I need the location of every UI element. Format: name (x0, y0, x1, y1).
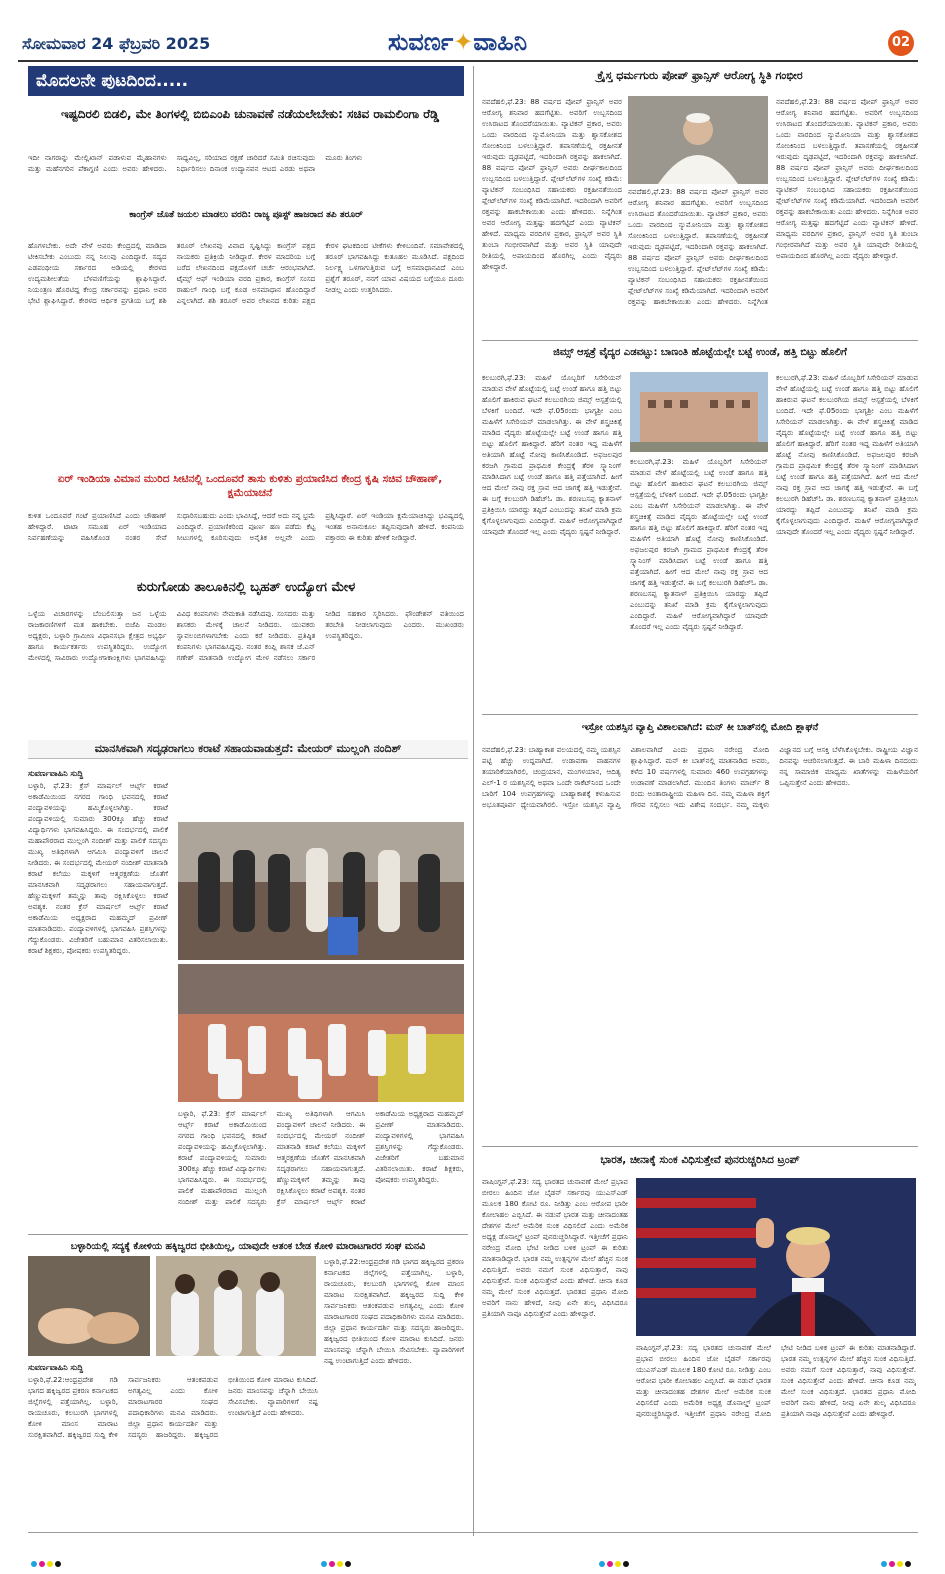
divider (482, 714, 918, 715)
airindia-body: ಕುಳಿತ ಒಂದೂವರೆ ಗಂಟೆ ಪ್ರಯಾಣಿಸಿದೆ ಎಂದು ಚೌಹಾಣ್ ಹೇಳಿದ್ದಾರೆ. ಟಾಟಾ ಸಮೂಹ ಏರ್ ಇಂಡಿಯಾದ ನಿರ್ವಹಣೆಯನ್ನು ವಹಿಸಿಕೊಂಡ ನಂತರ ಸೇವೆ ಸುಧಾರಿಸಬಹುದು ಎಂದು ಭಾವಿಸಿದ್ದೆ, ಆದರೆ ಅದು ನನ್ನ ಭ್ರಮೆ ಎಂದಿದ್ದಾರೆ. ಪ್ರಯಾಣಿಕರಿಂದ ಪೂರ್ಣ ಹಣ ಪಡೆದು ಕೆಟ್ಟ ಸೀಟುಗಳಲ್ಲಿ ಕೂರಿಸುವುದು ಅನೈತಿಕ ಅಲ್ಲವೇ ಎಂದು ಪ್ರಶ್ನಿಸಿದ್ದಾರೆ. ಏರ್ ಇಂಡಿಯಾ ಕ್ಷಮೆಯಾಚಿಸಿದ್ದು ಭವಿಷ್ಯದಲ್ಲಿ ಇಂತಹ ಅನಾನುಕೂಲ ತಪ್ಪಿಸುವುದಾಗಿ ಹೇಳಿದೆ. ಕಂಪನಿಯ ವಕ್ತಾರರು ಈ ಕುರಿತು ಹೇಳಿಕೆ ನೀಡಿದ್ದಾರೆ. (28, 511, 464, 542)
footer-rule (28, 1532, 918, 1533)
jims-headline: ಜಿಮ್ಸ್ ಆಸ್ಪತ್ರೆ ವೈದ್ಯರ ಎಡವಟ್ಟು: ಬಾಣಂತಿ ಹೊಟ್ಟೆಯಲ್ಲೇ ಬಟ್ಟೆ ಉಂಡೆ, ಹತ್ತಿ ಬಿಟ್ಟು ಹೊಲಿಗೆ (553, 347, 847, 358)
registration-marks-right (880, 1552, 912, 1571)
masthead-brand (388, 28, 527, 56)
birdflu-photo-market (28, 1256, 150, 1356)
jims-body-left: ಕಲಬುರಗಿ,ಫೆ.23: ಮಹಿಳೆ ಯೊಬ್ಬರಿಗೆ ಸಿಸೇರಿಯನ್ ಮಾಡುವ ವೇಳೆ ಹೊಟ್ಟೆಯಲ್ಲಿ ಬಟ್ಟೆ ಉಂಡೆ ಹಾಗೂ ಹತ್ತಿ ಬಿಟ್ಟು ಹೊಲಿಗೆ ಹಾಕಿರುವ ಘಟನೆ ಕಲಬುರಗಿಯ ಜಿಮ್ಸ್ ಆಸ್ಪತ್ರೆಯಲ್ಲಿ ಬೆಳಕಿಗೆ ಬಂದಿದೆ. ಇದೇ ಫೆ.05ರಂದು ಭಾಗ್ಯಶ್ರೀ ಎಂಬ ಮಹಿಳೆಗೆ ಸಿಸೇರಿಯನ್ ಮಾಡಲಾಗಿತ್ತು. ಈ ವೇಳೆ ಶಸ್ತ್ರಚಿಕಿತ್ಸೆ ಮಾಡಿದ ವೈದ್ಯರು ಹೊಟ್ಟೆಯಲ್ಲೇ ಬಟ್ಟೆ ಉಂಡೆ ಹಾಗೂ ಹತ್ತಿ ಬಿಟ್ಟು ಹೊಲಿಗೆ ಹಾಕಿದ್ದಾರೆ. ಹೆರಿಗೆ ನಂತರ ಇದ್ದ ಮಹಿಳೆಗೆ ಅತಿಯಾಗಿ ಹೊಟ್ಟೆ ನೋವು ಕಾಣಿಸಿಕೊಂಡಿದೆ. ಅಫಜಲಪುರ ಕರಜಗಿ ಗ್ರಾಮದ ಪ್ರಾಥಮಿಕ ಕೇಂದ್ರಕ್ಕೆ ತೆರಳಿ ಸ್ಕ್ಯಾನಿಂಗ್ ಮಾಡಿಸಿದಾಗ ಬಟ್ಟೆ ಉಂಡೆ ಹಾಗೂ ಹತ್ತಿ ಪತ್ತೆಯಾಗಿದೆ. ಹೀಗೆ ಆದ ಮೇಲೆ ನಾವು ರಕ್ತ ಸ್ರಾವ ಆದ ಜಾಗಕ್ಕೆ ಹತ್ತಿ ಇಡುತ್ತೇವೆ. ಈ ಬಗ್ಗೆ ಕಲಬುರಗಿ ಡಿಹೆಚ್‌ಓ ಡಾ. ಶರಣಬಸಪ್ಪ ಕ್ಯಾತನಾಳ್ ಪ್ರತಿಕ್ರಿಯಿಸಿ ಯಾರದ್ದು ತಪ್ಪಿದೆ ಎಂಬುದನ್ನು ತನಿಖೆ ಮಾಡಿ ಕ್ರಮ ಕೈಗೊಳ್ಳಲಾಗುವುದು ಎಂದಿದ್ದಾರೆ. ಮಹಿಳೆ ಆರೋಗ್ಯವಾಗಿದ್ದಾರೆ ಯಾವುದೇ ತೊಂದರೆ ಇಲ್ಲ ಎಂದು ವೈದ್ಯರು ಸ್ಪಷ್ಟನೆ ನೀಡಿದ್ದಾರೆ. (482, 373, 622, 536)
bbmp-intro: ಇದೀ ನಾಗರಾನ್ನು ಮೇಲ್ಲಿಖಾನ್ ಪಡಾಳುವ ಮೈಹಾನಗಳು ಮತ್ತು ಮಹೆನಗರಿನ ಪೆಕಾಗ್ದಣಿ ಎಂದು ಅವರು ಹೇಳಿದರು. ಸಾಧ್ಯವಿಲ್ಲ, ಸರಿಯಾದ ರಕ್ಷಣೆ ಚಾರಿದರೆ ಸಮಿತಿ ರಚಿಸುವುದು ನಿರ್ಧಾರಿಸಲು ದಿನಾಂಕ ಉದ್ಯಾನವನ ಆಟದ ಎರಡು ಅಥವಾ ಮೂರು ತಿಂಗಳು (28, 153, 363, 173)
jims-body-right: ಕಲಬುರಗಿ,ಫೆ.23: ಮಹಿಳೆ ಯೊಬ್ಬರಿಗೆ ಸಿಸೇರಿಯನ್ ಮಾಡುವ ವೇಳೆ ಹೊಟ್ಟೆಯಲ್ಲಿ ಬಟ್ಟೆ ಉಂಡೆ ಹಾಗೂ ಹತ್ತಿ ಬಿಟ್ಟು ಹೊಲಿಗೆ ಹಾಕಿರುವ ಘಟನೆ ಕಲಬುರಗಿಯ ಜಿಮ್ಸ್ ಆಸ್ಪತ್ರೆಯಲ್ಲಿ ಬೆಳಕಿಗೆ ಬಂದಿದೆ. ಇದೇ ಫೆ.05ರಂದು ಭಾಗ್ಯಶ್ರೀ ಎಂಬ ಮಹಿಳೆಗೆ ಸಿಸೇರಿಯನ್ ಮಾಡಲಾಗಿತ್ತು. ಈ ವೇಳೆ ಶಸ್ತ್ರಚಿಕಿತ್ಸೆ ಮಾಡಿದ ವೈದ್ಯರು ಹೊಟ್ಟೆಯಲ್ಲೇ ಬಟ್ಟೆ ಉಂಡೆ ಹಾಗೂ ಹತ್ತಿ ಬಿಟ್ಟು ಹೊಲಿಗೆ ಹಾಕಿದ್ದಾರೆ. ಹೆರಿಗೆ ನಂತರ ಇದ್ದ ಮಹಿಳೆಗೆ ಅತಿಯಾಗಿ ಹೊಟ್ಟೆ ನೋವು ಕಾಣಿಸಿಕೊಂಡಿದೆ. ಅಫಜಲಪುರ ಕರಜಗಿ ಗ್ರಾಮದ ಪ್ರಾಥಮಿಕ ಕೇಂದ್ರಕ್ಕೆ ತೆರಳಿ ಸ್ಕ್ಯಾನಿಂಗ್ ಮಾಡಿಸಿದಾಗ ಬಟ್ಟೆ ಉಂಡೆ ಹಾಗೂ ಹತ್ತಿ ಪತ್ತೆಯಾಗಿದೆ. ಹೀಗೆ ಆದ ಮೇಲೆ ನಾವು ರಕ್ತ ಸ್ರಾವ ಆದ ಜಾಗಕ್ಕೆ ಹತ್ತಿ ಇಡುತ್ತೇವೆ. ಈ ಬಗ್ಗೆ ಕಲಬುರಗಿ ಡಿಹೆಚ್‌ಓ ಡಾ. ಶರಣಬಸಪ್ಪ ಕ್ಯಾತನಾಳ್ ಪ್ರತಿಕ್ರಿಯಿಸಿ ಯಾರದ್ದು ತಪ್ಪಿದೆ ಎಂಬುದನ್ನು ತನಿಖೆ ಮಾಡಿ ಕ್ರಮ ಕೈಗೊಳ್ಳಲಾಗುವುದು ಎಂದಿದ್ದಾರೆ. ಮಹಿಳೆ ಆರೋಗ್ಯವಾಗಿದ್ದಾರೆ ಯಾವುದೇ ತೊಂದರೆ ಇಲ್ಲ ಎಂದು ವೈದ್ಯರು ಸ್ಪಷ್ಟನೆ ನೀಡಿದ್ದಾರೆ. (776, 373, 918, 536)
tharoor-body: ಹೊಗಳಬೇಕು. ಅದೇ ವೇಳೆ ಅವರು ಕೇಂದ್ರದಲ್ಲಿ ಮಾಡಿದಾ ಟೀಕಿಸಬೇಕು ಎಂಬುದು ನನ್ನ ನಿಲುವು ಎಂದಿದ್ದಾರೆ. ಸದ್ಯದ ಎಡಪಂಥೀಯ ಸರ್ಕಾರದ ಅಡಿಯಲ್ಲಿ ಕೇರಳದ ಉದ್ಯಮಶೀಲತೆಯ ಬೆಳವಣಿಗೆಯನ್ನು ಶ್ಲಾಘಿಸಿದ್ದಾರೆ. ನಿಯಂತ್ರಣ ಹೊರಟಿದ್ದ ಕೇಂದ್ರ ಸರ್ಕಾರವನ್ನು ಪ್ರಧಾನಿ ಅವರ ಭೇಟಿ ಶ್ಲಾಘಿಸಿದ್ದಾರೆ. ಕೇರಳದ ಆರ್ಥಿಕ ಪ್ರಗತಿಯ ಬಗ್ಗೆ ಶಶಿ ತರೂರ್ ಲೇಖನವು ವಿವಾದ ಸೃಷ್ಟಿಸಿದ್ದು ಕಾಂಗ್ರೆಸ್ ಪಕ್ಷದ ನಾಯಕರು ಪ್ರತಿಕ್ರಿಯೆ ನೀಡಿದ್ದಾರೆ. ಕೇರಳ ಮಾದರಿಯ ಬಗ್ಗೆ ಬರೆದ ಲೇಖನದಿಂದ ಪಕ್ಷದೊಳಗೆ ಚರ್ಚೆ ಆರಂಭವಾಗಿದೆ. ಟೈಮ್ಸ್ ಆಫ್ ಇಂಡಿಯಾ ವರದಿ ಪ್ರಕಾರ, ಕಾಂಗ್ರೆಸ್ ಸಂಸದ ರಾಹುಲ್ ಗಾಂಧಿ ಬಗ್ಗೆ ಕೂಡ ಅಸಮಾಧಾನ ಹೊಂದಿದ್ದಾರೆ ಎನ್ನಲಾಗಿದೆ. ಶಶಿ ತರೂರ್ ಅವರ ಲೇಖನದ ಕುರಿತು ಪಕ್ಷದ ಕೇರಳ ಘಟಕದಿಂದ ಟೀಕೆಗಳು ಕೇಳಿಬಂದಿವೆ. ಸಮಾವೇಶದಲ್ಲಿ ತರೂರ್ ಭಾಗವಹಿಸಿದ್ದು ಕುತೂಹಲ ಮೂಡಿಸಿದೆ. ಪಕ್ಷದಿಂದ ನಿರ್ಲಕ್ಷ್ಯ ಒಳಗಾಗುತ್ತಿರುವ ಬಗ್ಗೆ ಅಸಮಾಧಾನವಿದೆ ಎಂಬ ಪ್ರಶ್ನೆಗೆ ತರೂರ್, ನನಗೆ ಯಾವ ವಿಷಯದ ಬಗ್ಗೆಯೂ ದೂರು ನೀಡಲ್ಲ ಎಂದು ಉತ್ತರಿಸಿದರು. (28, 241, 464, 305)
pope-headline: ಕ್ರೈಸ್ತ ಧರ್ಮಗುರು ಪೋಪ್ ಫ್ರಾನ್ಸಿಸ್ ಆರೋಗ್ಯ ಸ್ಥಿತಿ ಗಂಭೀರ (597, 69, 803, 82)
brand-left: ಸುವರ್ಣ (388, 28, 454, 56)
masthead-date: ಸೋಮವಾರ 24 ಫೆಬ್ರವರಿ 2025 (22, 34, 211, 53)
karate-photo-kids (178, 964, 464, 1102)
karate-body-left: ಬಳ್ಳಾರಿ, ಫೆ.23: ಕ್ರೆಸ್ ಮಾರ್ಷಲ್ ಆರ್ಟ್ಸ್ ಕರಾಟೆ ಅಕಾಡೆಮಿಯಿಂದ ನಗರದ ಗಾಂಧಿ ಭವನದಲ್ಲಿ ಕರಾಟೆ ಪಂದ್ಯಾವಳಿಯನ್ನು ಹಮ್ಮಿಕೊಳ್ಳಲಾಗಿತ್ತು. ಕರಾಟೆ ಪಂದ್ಯಾವಳಿಯಲ್ಲಿ ಸುಮಾರು 300ಕ್ಕೂ ಹೆಚ್ಚು ಕರಾಟೆ ವಿದ್ಯಾರ್ಥಿಗಳು ಭಾಗವಹಿಸಿದ್ದರು. ಈ ಸಂದರ್ಭದಲ್ಲಿ ಪಾಲಿಕೆ ಮಹಾಪೌರರಾದ ಮುಲ್ಲಂಗಿ ನಂದೀಶ್ ಮತ್ತು ಪಾಲಿಕೆ ಸದಸ್ಯರು ಮುಖ್ಯ ಅತಿಥಿಗಳಾಗಿ ಆಗಮಿಸಿ ಪಂದ್ಯಾವಳಿಗೆ ಚಾಲನೆ ನೀಡಿದರು. ಈ ಸಂದರ್ಭದಲ್ಲಿ ಮೇಯರ್ ನಂದೀಶ್ ಮಾತನಾಡಿ ಕರಾಟೆ ಕಲೆಯು ಮಕ್ಕಳಿಗೆ ಆತ್ಮರಕ್ಷಣೆಯ ಜೊತೆಗೆ ಮಾನಸಿಕವಾಗಿ ಸದೃಢರಾಗಲು ಸಹಾಯವಾಗುತ್ತದೆ. ಹೆಣ್ಣುಮಕ್ಕಳಿಗೆ ತಮ್ಮನ್ನು ತಾವು ರಕ್ಷಿಸಿಕೊಳ್ಳಲು ಕರಾಟೆ ಅವಶ್ಯಕ. ನಂತರ ಕ್ರೆಸ್ ಮಾರ್ಷಲ್ ಆರ್ಟ್ಸ್ ಕರಾಟೆ ಅಕಾಡೆಮಿಯ ಅಧ್ಯಕ್ಷರಾದ ಮಹಮ್ಮದ್ ಪ್ರವೀಣ್ ಮಾತನಾಡಿದರು. ಪಂದ್ಯಾವಳಿಗಳಲ್ಲಿ ಭಾಗವಹಿಸಿ ಪ್ರಶಸ್ತಿಗಳನ್ನು ಗೆದ್ದುಕೊಂಡರು. ವಿಜೇತರಿಗೆ ಬಹುಮಾನ ವಿತರಿಸಲಾಯಿತು. ಕರಾಟೆ ಶಿಕ್ಷಕರು, ಪೋಷಕರು ಉಪಸ್ಥಿತರಿದ್ದರು. (28, 781, 168, 955)
isro-headline: ಇಸ್ರೋ ಯಶಸ್ಸಿನ ವ್ಯಾಪ್ತಿ ವಿಶಾಲವಾಗಿದೆ: ಮನ್ ಕೀ ಬಾತ್‌ನಲ್ಲಿ ಮೋದಿ ಶ್ಲಾಘನೆ (581, 722, 819, 733)
tharoor-subhead: ಕಾಂಗ್ರೆಸ್ ಜೊತೆ ಜಯಲ ಮಾಡಲು ವರದಿ: ರಾಜ್ಯ ಪೂಸ್ಟ್ ಹಾಜರಾದ ತಪಿ ತರೂರ್ (129, 210, 363, 220)
registration-marks-center-left (320, 1552, 352, 1571)
market-illustration (28, 1256, 150, 1356)
bbmp-headline: ಇಷ್ಟದಿರಲಿ ಬಿಡಲಿ, ಮೇ ತಿಂಗಳಲ್ಲಿ ಬಿಬಿಎಂಪಿ ಚುನಾವಣೆ ನಡೆಯಲೇಬೇಕು: ಸಚಿವ ರಾಮಲಿಂಗಾ ರೆಡ್ಡಿ (60, 107, 440, 121)
birdflu-photo-group (156, 1256, 316, 1356)
karate-photo-ceremony (178, 822, 464, 960)
brand-feather-icon: ✦ (453, 28, 474, 56)
pope-body-right: ನವದೆಹಲಿ,ಫೆ.23: 88 ವರ್ಷದ ಪೋಪ್ ಫ್ರಾನ್ಸಿಸ್ ಅವರ ಆರೋಗ್ಯ ಶನಿವಾರ ಹದಗೆಟ್ಟಿತು. ಅವರಿಗೆ ಉಬ್ಬಸದಿಂದ ಉಸಿರಾಟದ ತೊಂದರೆಯಾಯಿತು. ವ್ಯಾಟಿಕನ್ ಪ್ರಕಾರ, ಅವರು ಒಂದು ವಾರದಿಂದ ನ್ಯುಮೋನಿಯಾ ಮತ್ತು ಶ್ವಾಸಕೋಶದ ಸೋಂಕಿನಿಂದ ಬಳಲುತ್ತಿದ್ದಾರೆ. ತಪಾಸಣೆಯಲ್ಲಿ ರಕ್ತಹೀನತೆ ಇರುವುದು ದೃಢಪಟ್ಟಿದೆ, ಇದರಿಂದಾಗಿ ರಕ್ತವನ್ನು ಹಾಕಲಾಗಿದೆ. 88 ವರ್ಷದ ಪೋಪ್ ಫ್ರಾನ್ಸಿಸ್ ಅವರು ದೀರ್ಘಕಾಲದಿಂದ ಉಬ್ಬಸದಿಂದ ಬಳಲುತ್ತಿದ್ದಾರೆ. ಪ್ಲೇಟ್‌ಲೆಟ್‌ಗಳ ಸಂಖ್ಯೆ ಕಡಿಮೆ: ವ್ಯಾಟಿಕನ್ ಸಂಬಂಧಿಸಿದ ಸಹಾಯಕರು ರಕ್ತಹೀನತೆಯಿಂದ ಪ್ಲೇಟ್‌ಲೆಟ್‌ಗಳ ಸಂಖ್ಯೆ ಕಡಿಮೆಯಾಗಿದೆ. ಇದರಿಂದಾಗಿ ಅವರಿಗೆ ರಕ್ತವನ್ನು ಹಾಕಬೇಕಾಯಿತು ಎಂದು ಹೇಳಿದರು. ನಿನ್ನೆಗಿಂತ ಅವರ ಆರೋಗ್ಯ ಮತ್ತಷ್ಟು ಹದಗೆಟ್ಟಿದೆ ಎಂದು ವ್ಯಾಟಿಕನ್ ಹೇಳಿದೆ. ಮಾಧ್ಯಮ ವರದಿಗಳ ಪ್ರಕಾರ, ಫ್ರಾನ್ಸಿಸ್ ಅವರ ಸ್ಥಿತಿ ತುಂಬಾ ಗಂಭೀರವಾಗಿದೆ ಮತ್ತು ಅವರ ಸ್ಥಿತಿ ಯಾವುದೇ ರೀತಿಯಲ್ಲಿ ಅಪಾಯದಿಂದ ಹೊರಗಿಲ್ಲ ಎಂದು ವೈದ್ಯರು ಹೇಳಿದ್ದಾರೆ. (776, 97, 918, 260)
karate-kids-illustration (178, 964, 464, 1102)
divider (28, 1234, 468, 1235)
ceremony-illustration (178, 822, 464, 960)
jobfair-headline: ಕುರುಗೋಡು ತಾಲೂಕಿನಲ್ಲಿ ಬೃಹತ್ ಉದ್ಯೋಗ ಮೇಳ (136, 580, 356, 595)
birdflu-headline: ಬಳ್ಳಾರಿಯಲ್ಲಿ ಸದ್ಯಕ್ಕೆ ಕೋಳಿಯ ಹಕ್ಕಿಜ್ವರದ ಭೀತಿಯಿಲ್ಲ, ಯಾವುದೇ ಆತಂಕ ಬೇಡ ಕೋಳಿ ಮಾರಾಟಗಾರರ ಸಂಘ ಮನವಿ (70, 1241, 426, 1252)
pope-illustration (628, 96, 768, 184)
pope-body-mid: ನವದೆಹಲಿ,ಫೆ.23: 88 ವರ್ಷದ ಪೋಪ್ ಫ್ರಾನ್ಸಿಸ್ ಅವರ ಆರೋಗ್ಯ ಶನಿವಾರ ಹದಗೆಟ್ಟಿತು. ಅವರಿಗೆ ಉಬ್ಬಸದಿಂದ ಉಸಿರಾಟದ ತೊಂದರೆಯಾಯಿತು. ವ್ಯಾಟಿಕನ್ ಪ್ರಕಾರ, ಅವರು ಒಂದು ವಾರದಿಂದ ನ್ಯುಮೋನಿಯಾ ಮತ್ತು ಶ್ವಾಸಕೋಶದ ಸೋಂಕಿನಿಂದ ಬಳಲುತ್ತಿದ್ದಾರೆ. ತಪಾಸಣೆಯಲ್ಲಿ ರಕ್ತಹೀನತೆ ಇರುವುದು ದೃಢಪಟ್ಟಿದೆ, ಇದರಿಂದಾಗಿ ರಕ್ತವನ್ನು ಹಾಕಲಾಗಿದೆ. 88 ವರ್ಷದ ಪೋಪ್ ಫ್ರಾನ್ಸಿಸ್ ಅವರು ದೀರ್ಘಕಾಲದಿಂದ ಉಬ್ಬಸದಿಂದ ಬಳಲುತ್ತಿದ್ದಾರೆ. ಪ್ಲೇಟ್‌ಲೆಟ್‌ಗಳ ಸಂಖ್ಯೆ ಕಡಿಮೆ: ವ್ಯಾಟಿಕನ್ ಸಂಬಂಧಿಸಿದ ಸಹಾಯಕರು ರಕ್ತಹೀನತೆಯಿಂದ ಪ್ಲೇಟ್‌ಲೆಟ್‌ಗಳ ಸಂಖ್ಯೆ ಕಡಿಮೆಯಾಗಿದೆ. ಇದರಿಂದಾಗಿ ಅವರಿಗೆ ರಕ್ತವನ್ನು ಹಾಕಬೇಕಾಯಿತು ಎಂದು ಹೇಳಿದರು. ನಿನ್ನೆಗಿಂತ (628, 187, 768, 306)
airindia-headline: ಏರ್ ಇಂಡಿಯಾ ವಿಮಾನ ಮುರಿದ ಸೀಟಿನಲ್ಲಿ ಒಂದೂವರೆ ತಾಸು ಕುಳಿತು ಪ್ರಯಾಣಿಸಿದ ಕೇಂದ್ರ ಕೃಷಿ ಸಚಿವ ಚೌಹಾಣ್, ಕ್ಷಮೆಯಾಚನೆ (57, 473, 443, 499)
column-divider (473, 66, 474, 1536)
masthead (18, 28, 918, 62)
trump-illustration (636, 1178, 916, 1336)
trump-photo (636, 1178, 916, 1336)
divider (482, 1146, 918, 1147)
birdflu-dateline: ಸುವರ್ಣವಾಹಿನಿ ಸುದ್ದಿ (28, 1363, 84, 1372)
karate-headline: ಮಾನಸಿಕವಾಗಿ ಸದೃಢರಾಗಲು ಕರಾಟೆ ಸಹಾಯವಾಡುತ್ತದೆ: ಮೇಯರ್ ಮುಲ್ಲಂಗಿ ನಂದಿಶ್ (28, 740, 468, 759)
registration-marks-left (30, 1552, 62, 1571)
jims-photo-hospital (630, 372, 768, 452)
page-number: 02 (888, 30, 914, 56)
brand-right: ವಾಹಿನಿ (473, 28, 528, 56)
trump-body-right: ವಾಷಿಂಗ್ಟನ್,ಫೆ.23: ಸದ್ಯ ಭಾರತದ ಚುನಾವಣೆ ಮೇಲೆ ಪ್ರಭಾವ ಬೀರಲು ಹಿಂದಿನ ಜೋ ಬೈಡನ್ ಸರ್ಕಾರವು ಯುಎಸ್‌ಎಡ್ ಮೂಲಕ 180 ಕೋಟಿ ರೂ. ನೀಡಿತ್ತು ಎಂಬ ಆರೋಪ ಭಾರೀ ಕೋಲಾಹಲ ಎಬ್ಬಿಸಿದೆ. ಈ ನಡುವೆ ಭಾರತ ಮತ್ತು ಚೀನಾದಂತಹ ದೇಶಗಳ ಮೇಲೆ ಅಮೆರಿಕ ಸುಂಕ ವಿಧಿಸಲಿದೆ ಎಂದು ಅಮೆರಿಕ ಅಧ್ಯಕ್ಷ ಡೊನಾಲ್ಡ್ ಟ್ರಂಪ್ ಪುನರುಚ್ಚರಿಸಿದ್ದಾರೆ. ಇತ್ತೀಚೆಗೆ ಪ್ರಧಾನಿ ನರೇಂದ್ರ ಮೋದಿ ಭೇಟಿ ನೀಡಿದ ಬಳಿಕ ಟ್ರಂಪ್ ಈ ಕುರಿತು ಮಾತನಾಡಿದ್ದಾರೆ. ಭಾರತ ನಮ್ಮ ಉತ್ಪನ್ನಗಳ ಮೇಲೆ ಹೆಚ್ಚಿನ ಸುಂಕ ವಿಧಿಸುತ್ತಿದೆ. ಅವರು ನಮಗೆ ಸುಂಕ ವಿಧಿಸುತ್ತಾರೆ, ನಾವು ವಿಧಿಸುತ್ತೇವೆ. ಸುಂಕ ವಿಧಿಸುತ್ತೇವೆ ಎಂದು ಹೇಳಿದೆ. ಚೀನಾ ಕೂಡ ನಮ್ಮ ಮೇಲೆ ಸುಂಕ ವಿಧಿಸುತ್ತದೆ. ಭಾರತದ ಪ್ರಧಾನಿ ಮೋದಿ ಅವರಿಗೆ ನಾನು ಹೇಳಿದೆ, ನೀವು ಏನೇ ಶುಲ್ಕ ವಿಧಿಸಿದರೂ ಪ್ರತಿಯಾಗಿ ನಾವೂ ವಿಧಿಸುತ್ತೇವೆ ಎಂದು ಹೇಳಿದ್ದಾರೆ. (636, 1343, 916, 1418)
registration-marks-center-right (598, 1552, 630, 1571)
trump-body-left: ವಾಷಿಂಗ್ಟನ್,ಫೆ.23: ಸದ್ಯ ಭಾರತದ ಚುನಾವಣೆ ಮೇಲೆ ಪ್ರಭಾವ ಬೀರಲು ಹಿಂದಿನ ಜೋ ಬೈಡನ್ ಸರ್ಕಾರವು ಯುಎಸ್‌ಎಡ್ ಮೂಲಕ 180 ಕೋಟಿ ರೂ. ನೀಡಿತ್ತು ಎಂಬ ಆರೋಪ ಭಾರೀ ಕೋಲಾಹಲ ಎಬ್ಬಿಸಿದೆ. ಈ ನಡುವೆ ಭಾರತ ಮತ್ತು ಚೀನಾದಂತಹ ದೇಶಗಳ ಮೇಲೆ ಅಮೆರಿಕ ಸುಂಕ ವಿಧಿಸಲಿದೆ ಎಂದು ಅಮೆರಿಕ ಅಧ್ಯಕ್ಷ ಡೊನಾಲ್ಡ್ ಟ್ರಂಪ್ ಪುನರುಚ್ಚರಿಸಿದ್ದಾರೆ. ಇತ್ತೀಚೆಗೆ ಪ್ರಧಾನಿ ನರೇಂದ್ರ ಮೋದಿ ಭೇಟಿ ನೀಡಿದ ಬಳಿಕ ಟ್ರಂಪ್ ಈ ಕುರಿತು ಮಾತನಾಡಿದ್ದಾರೆ. ಭಾರತ ನಮ್ಮ ಉತ್ಪನ್ನಗಳ ಮೇಲೆ ಹೆಚ್ಚಿನ ಸುಂಕ ವಿಧಿಸುತ್ತಿದೆ. ಅವರು ನಮಗೆ ಸುಂಕ ವಿಧಿಸುತ್ತಾರೆ, ನಾವು ವಿಧಿಸುತ್ತೇವೆ. ಸುಂಕ ವಿಧಿಸುತ್ತೇವೆ ಎಂದು ಹೇಳಿದೆ. ಚೀನಾ ಕೂಡ ನಮ್ಮ ಮೇಲೆ ಸುಂಕ ವಿಧಿಸುತ್ತದೆ. ಭಾರತದ ಪ್ರಧಾನಿ ಮೋದಿ ಅವರಿಗೆ ನಾನು ಹೇಳಿದೆ, ನೀವು ಏನೇ ಶುಲ್ಕ ವಿಧಿಸಿದರೂ ಪ್ರತಿಯಾಗಿ ನಾವೂ ವಿಧಿಸುತ್ತೇವೆ ಎಂದು ಹೇಳಿದ್ದಾರೆ. (482, 1177, 628, 1318)
birdflu-body-right: ಬಳ್ಳಾರಿ,ಫೆ.22:ಆಂಧ್ರಪ್ರದೇಶ ಗಡಿ ಭಾಗದ ಹಕ್ಕಿಜ್ವರದ ಪ್ರಕರಣ ಕರ್ನಾಟಕದ ಜಿಲ್ಲೆಗಳಲ್ಲಿ ಪತ್ತೆಯಾಗಿಲ್ಲ. ಬಳ್ಳಾರಿ, ರಾಯಚೂರು, ಕಲಬುರಗಿ ಭಾಗಗಳಲ್ಲಿ ಕೋಳಿ ಮಾಂಸ ಮಾರಾಟ ಸುರಕ್ಷಿತವಾಗಿದೆ. ಹಕ್ಕಿಜ್ವರದ ಸುದ್ದಿ ಕೇಳಿ ಸಾರ್ವಜನಿಕರು ಆತಂಕಪಡುವ ಅಗತ್ಯವಿಲ್ಲ ಎಂದು ಕೋಳಿ ಮಾರಾಟಗಾರರ ಸಂಘದ ಪದಾಧಿಕಾರಿಗಳು ಮನವಿ ಮಾಡಿದರು. ಜಿಲ್ಲಾ ಪ್ರಧಾನ ಕಾರ್ಯದರ್ಶಿ ಮತ್ತು ಸದಸ್ಯರು ಹಾಜರಿದ್ದರು. ಹಕ್ಕಿಜ್ವರದ ಭೀತಿಯಿಂದ ಕೋಳಿ ಮಾರಾಟ ಕುಸಿದಿದೆ. ಜನರು ಮಾಂಸವನ್ನು ಚೆನ್ನಾಗಿ ಬೇಯಿಸಿ ಸೇವಿಸಬೇಕು. ವ್ಯಾಪಾರಿಗಳಿಗೆ ನಷ್ಟ ಉಂಟಾಗುತ್ತಿದೆ ಎಂದು ಹೇಳಿದರು. (324, 1257, 464, 1365)
jims-body-mid: ಕಲಬುರಗಿ,ಫೆ.23: ಮಹಿಳೆ ಯೊಬ್ಬರಿಗೆ ಸಿಸೇರಿಯನ್ ಮಾಡುವ ವೇಳೆ ಹೊಟ್ಟೆಯಲ್ಲಿ ಬಟ್ಟೆ ಉಂಡೆ ಹಾಗೂ ಹತ್ತಿ ಬಿಟ್ಟು ಹೊಲಿಗೆ ಹಾಕಿರುವ ಘಟನೆ ಕಲಬುರಗಿಯ ಜಿಮ್ಸ್ ಆಸ್ಪತ್ರೆಯಲ್ಲಿ ಬೆಳಕಿಗೆ ಬಂದಿದೆ. ಇದೇ ಫೆ.05ರಂದು ಭಾಗ್ಯಶ್ರೀ ಎಂಬ ಮಹಿಳೆಗೆ ಸಿಸೇರಿಯನ್ ಮಾಡಲಾಗಿತ್ತು. ಈ ವೇಳೆ ಶಸ್ತ್ರಚಿಕಿತ್ಸೆ ಮಾಡಿದ ವೈದ್ಯರು ಹೊಟ್ಟೆಯಲ್ಲೇ ಬಟ್ಟೆ ಉಂಡೆ ಹಾಗೂ ಹತ್ತಿ ಬಿಟ್ಟು ಹೊಲಿಗೆ ಹಾಕಿದ್ದಾರೆ. ಹೆರಿಗೆ ನಂತರ ಇದ್ದ ಮಹಿಳೆಗೆ ಅತಿಯಾಗಿ ಹೊಟ್ಟೆ ನೋವು ಕಾಣಿಸಿಕೊಂಡಿದೆ. ಅಫಜಲಪುರ ಕರಜಗಿ ಗ್ರಾಮದ ಪ್ರಾಥಮಿಕ ಕೇಂದ್ರಕ್ಕೆ ತೆರಳಿ ಸ್ಕ್ಯಾನಿಂಗ್ ಮಾಡಿಸಿದಾಗ ಬಟ್ಟೆ ಉಂಡೆ ಹಾಗೂ ಹತ್ತಿ ಪತ್ತೆಯಾಗಿದೆ. ಹೀಗೆ ಆದ ಮೇಲೆ ನಾವು ರಕ್ತ ಸ್ರಾವ ಆದ ಜಾಗಕ್ಕೆ ಹತ್ತಿ ಇಡುತ್ತೇವೆ. ಈ ಬಗ್ಗೆ ಕಲಬುರಗಿ ಡಿಹೆಚ್‌ಓ ಡಾ. ಶರಣಬಸಪ್ಪ ಕ್ಯಾತನಾಳ್ ಪ್ರತಿಕ್ರಿಯಿಸಿ ಯಾರದ್ದು ತಪ್ಪಿದೆ ಎಂಬುದನ್ನು ತನಿಖೆ ಮಾಡಿ ಕ್ರಮ ಕೈಗೊಳ್ಳಲಾಗುವುದು ಎಂದಿದ್ದಾರೆ. ಮಹಿಳೆ ಆರೋಗ್ಯವಾಗಿದ್ದಾರೆ ಯಾವುದೇ ತೊಂದರೆ ಇಲ್ಲ ಎಂದು ವೈದ್ಯರು ಸ್ಪಷ್ಟನೆ ನೀಡಿದ್ದಾರೆ. (630, 457, 768, 631)
isro-body: ನವದೆಹಲಿ,ಫೆ.23: ಬಾಹ್ಯಾಕಾಶ ವಲಯದಲ್ಲಿ ನಮ್ಮ ಯಶಸ್ಸಿನ ಪಟ್ಟಿ ಹೆಚ್ಚು ಉದ್ದವಾಗಿದೆ. ಉಡಾವಣಾ ವಾಹನಗಳ ತಯಾರಿಕೆಯಾಗಿರಲಿ, ಚಂದ್ರಯಾನ, ಮಂಗಳಯಾನ, ಆದಿತ್ಯ ಎಲ್-1 ರ ಯಶಸ್ಸಿನಲ್ಲಿ ಅಥವಾ ಒಂದೇ ರಾಕೆಟ್‌ನಿಂದ ಒಂದೇ ಬಾರಿಗೆ 104 ಉಪಗ್ರಹಗಳನ್ನು ಬಾಹ್ಯಾಕಾಶಕ್ಕೆ ಕಳುಹಿಸುವ ಅಭೂತಪೂರ್ವ ಧ್ಯೇಯವಾಗಿರಲಿ. ಇಸ್ರೋ ಯಶಸ್ಸಿನ ವ್ಯಾಪ್ತಿ ವಿಶಾಲವಾಗಿದೆ ಎಂದು ಪ್ರಧಾನಿ ನರೇಂದ್ರ ಮೋದಿ ಶ್ಲಾಘಿಸಿದ್ದಾರೆ. ಮನ್ ಕೀ ಬಾತ್‌ನಲ್ಲಿ ಮಾತನಾಡಿದ ಅವರು, ಕಳೆದ 10 ವರ್ಷಗಳಲ್ಲಿ ಸುಮಾರು 460 ಉಪಗ್ರಹಗಳನ್ನು ಉಡಾವಣೆ ಮಾಡಲಾಗಿದೆ. ಮುಂದಿನ ತಿಂಗಳು ಮಾರ್ಚ್ 8 ರಂದು ಅಂತಾರಾಷ್ಟ್ರೀಯ ಮಹಿಳಾ ದಿನ. ನಮ್ಮ ಮಹಿಳಾ ಶಕ್ತಿಗೆ ಗೌರವ ಸಲ್ಲಿಸಲು ಇದು ವಿಶೇಷ ಸಂದರ್ಭ. ನಮ್ಮ ಮಕ್ಕಳು ವಿಜ್ಞಾನದ ಬಗ್ಗೆ ಆಸಕ್ತಿ ಬೆಳೆಸಿಕೊಳ್ಳಬೇಕು. ರಾಷ್ಟ್ರೀಯ ವಿಜ್ಞಾನ ದಿನವನ್ನು ಆಚರಿಸಲಾಗುತ್ತದೆ. ಈ ಬಾರಿ ಮಹಿಳಾ ದಿನದಂದು ನನ್ನ ಸಾಮಾಜಿಕ ಮಾಧ್ಯಮ ಖಾತೆಗಳನ್ನು ಮಹಿಳೆಯರಿಗೆ ಒಪ್ಪಿಸುತ್ತೇನೆ ಎಂದು ಹೇಳಿದರು. (482, 745, 918, 809)
group-illustration (156, 1256, 316, 1356)
pope-photo (628, 96, 768, 184)
jobfair-body: ಒಳ್ಳೆಯ ವಿಚಾರಗಳನ್ನು ಬೆಂಬಲಿಸುತ್ತಾ ಜನ ಒಳ್ಳೆಯ ರಾಜಕಾರಣಿಗಳಿಗೆ ಮತ ಹಾಕಬೇಕು. ಬಿಜೆಪಿ ಮಂಡಲ ಅಧ್ಯಕ್ಷರು, ಬಳ್ಳಾರಿ ಗ್ರಾಮೀಣ ವಿಧಾನಸಭಾ ಕ್ಷೇತ್ರದ ಅಭ್ಯರ್ಥಿ ಹಾಗೂ ಕಾರ್ಯಕರ್ತರು ಉಪಸ್ಥಿತರಿದ್ದರು. ಉದ್ಯೋಗ ಮೇಳದಲ್ಲಿ ಸಾವಿರಾರು ಉದ್ಯೋಗಾಕಾಂಕ್ಷಿಗಳು ಭಾಗವಹಿಸಿದ್ದು ವಿವಿಧ ಕಂಪನಿಗಳು ನೇಮಕಾತಿ ನಡೆಸಿದವು. ಸಂಸದರು ಮತ್ತು ಶಾಸಕರು ಮೇಳಕ್ಕೆ ಚಾಲನೆ ನೀಡಿದರು. ಯುವಕರು ಸ್ವಾವಲಂಬಿಗಳಾಗಬೇಕು ಎಂದು ಕರೆ ನೀಡಿದರು. ಪ್ರತಿಷ್ಠಿತ ಕಂಪನಿಗಳು ಭಾಗವಹಿಸಿದ್ದವು. ನಂತರ ಕಂಪ್ಲಿ ಶಾಸಕ ಜೆ.ಎನ್ ಗಣೇಶ್ ಮಾತನಾಡಿ ಉದ್ಯೋಗ ಮೇಳ ನಡೆಸಲು ಸರ್ಕಾರ ನೀಡಿದ ಸಹಕಾರ ಸ್ಮರಿಸಿದರು. ಫೌಂಡೇಶನ್ ವತಿಯಿಂದ ತರಬೇತಿ ನೀಡಲಾಗುವುದು ಎಂದರು. ಮುಖಂಡರು ಉಪಸ್ಥಿತರಿದ್ದರು. (28, 609, 464, 662)
karate-body-right: ಬಳ್ಳಾರಿ, ಫೆ.23: ಕ್ರೆಸ್ ಮಾರ್ಷಲ್ ಆರ್ಟ್ಸ್ ಕರಾಟೆ ಅಕಾಡೆಮಿಯಿಂದ ನಗರದ ಗಾಂಧಿ ಭವನದಲ್ಲಿ ಕರಾಟೆ ಪಂದ್ಯಾವಳಿಯನ್ನು ಹಮ್ಮಿಕೊಳ್ಳಲಾಗಿತ್ತು. ಕರಾಟೆ ಪಂದ್ಯಾವಳಿಯಲ್ಲಿ ಸುಮಾರು 300ಕ್ಕೂ ಹೆಚ್ಚು ಕರಾಟೆ ವಿದ್ಯಾರ್ಥಿಗಳು ಭಾಗವಹಿಸಿದ್ದರು. ಈ ಸಂದರ್ಭದಲ್ಲಿ ಪಾಲಿಕೆ ಮಹಾಪೌರರಾದ ಮುಲ್ಲಂಗಿ ನಂದೀಶ್ ಮತ್ತು ಪಾಲಿಕೆ ಸದಸ್ಯರು ಮುಖ್ಯ ಅತಿಥಿಗಳಾಗಿ ಆಗಮಿಸಿ ಪಂದ್ಯಾವಳಿಗೆ ಚಾಲನೆ ನೀಡಿದರು. ಈ ಸಂದರ್ಭದಲ್ಲಿ ಮೇಯರ್ ನಂದೀಶ್ ಮಾತನಾಡಿ ಕರಾಟೆ ಕಲೆಯು ಮಕ್ಕಳಿಗೆ ಆತ್ಮರಕ್ಷಣೆಯ ಜೊತೆಗೆ ಮಾನಸಿಕವಾಗಿ ಸದೃಢರಾಗಲು ಸಹಾಯವಾಗುತ್ತದೆ. ಹೆಣ್ಣುಮಕ್ಕಳಿಗೆ ತಮ್ಮನ್ನು ತಾವು ರಕ್ಷಿಸಿಕೊಳ್ಳಲು ಕರಾಟೆ ಅವಶ್ಯಕ. ನಂತರ ಕ್ರೆಸ್ ಮಾರ್ಷಲ್ ಆರ್ಟ್ಸ್ ಕರಾಟೆ ಅಕಾಡೆಮಿಯ ಅಧ್ಯಕ್ಷರಾದ ಮಹಮ್ಮದ್ ಪ್ರವೀಣ್ ಮಾತನಾಡಿದರು. ಪಂದ್ಯಾವಳಿಗಳಲ್ಲಿ ಭಾಗವಹಿಸಿ ಪ್ರಶಸ್ತಿಗಳನ್ನು ಗೆದ್ದುಕೊಂಡರು. ವಿಜೇತರಿಗೆ ಬಹುಮಾನ ವಿತರಿಸಲಾಯಿತು. ಕರಾಟೆ ಶಿಕ್ಷಕರು, ಪೋಷಕರು ಉಪಸ್ಥಿತರಿದ್ದರು. (178, 1109, 464, 1206)
karate-dateline: ಸುವರ್ಣವಾಹಿನಿ ಸುದ್ದಿ (28, 769, 84, 778)
pope-body-left: ನವದೆಹಲಿ,ಫೆ.23: 88 ವರ್ಷದ ಪೋಪ್ ಫ್ರಾನ್ಸಿಸ್ ಅವರ ಆರೋಗ್ಯ ಶನಿವಾರ ಹದಗೆಟ್ಟಿತು. ಅವರಿಗೆ ಉಬ್ಬಸದಿಂದ ಉಸಿರಾಟದ ತೊಂದರೆಯಾಯಿತು. ವ್ಯಾಟಿಕನ್ ಪ್ರಕಾರ, ಅವರು ಒಂದು ವಾರದಿಂದ ನ್ಯುಮೋನಿಯಾ ಮತ್ತು ಶ್ವಾಸಕೋಶದ ಸೋಂಕಿನಿಂದ ಬಳಲುತ್ತಿದ್ದಾರೆ. ತಪಾಸಣೆಯಲ್ಲಿ ರಕ್ತಹೀನತೆ ಇರುವುದು ದೃಢಪಟ್ಟಿದೆ, ಇದರಿಂದಾಗಿ ರಕ್ತವನ್ನು ಹಾಕಲಾಗಿದೆ. 88 ವರ್ಷದ ಪೋಪ್ ಫ್ರಾನ್ಸಿಸ್ ಅವರು ದೀರ್ಘಕಾಲದಿಂದ ಉಬ್ಬಸದಿಂದ ಬಳಲುತ್ತಿದ್ದಾರೆ. ಪ್ಲೇಟ್‌ಲೆಟ್‌ಗಳ ಸಂಖ್ಯೆ ಕಡಿಮೆ: ವ್ಯಾಟಿಕನ್ ಸಂಬಂಧಿಸಿದ ಸಹಾಯಕರು ರಕ್ತಹೀನತೆಯಿಂದ ಪ್ಲೇಟ್‌ಲೆಟ್‌ಗಳ ಸಂಖ್ಯೆ ಕಡಿಮೆಯಾಗಿದೆ. ಇದರಿಂದಾಗಿ ಅವರಿಗೆ ರಕ್ತವನ್ನು ಹಾಕಬೇಕಾಯಿತು ಎಂದು ಹೇಳಿದರು. ನಿನ್ನೆಗಿಂತ ಅವರ ಆರೋಗ್ಯ ಮತ್ತಷ್ಟು ಹದಗೆಟ್ಟಿದೆ ಎಂದು ವ್ಯಾಟಿಕನ್ ಹೇಳಿದೆ. ಮಾಧ್ಯಮ ವರದಿಗಳ ಪ್ರಕಾರ, ಫ್ರಾನ್ಸಿಸ್ ಅವರ ಸ್ಥಿತಿ ತುಂಬಾ ಗಂಭೀರವಾಗಿದೆ ಮತ್ತು ಅವರ ಸ್ಥಿತಿ ಯಾವುದೇ ರೀತಿಯಲ್ಲಿ ಅಪಾಯದಿಂದ ಹೊರಗಿಲ್ಲ ಎಂದು ವೈದ್ಯರು ಹೇಳಿದ್ದಾರೆ. (482, 97, 622, 271)
birdflu-body-left: ಬಳ್ಳಾರಿ,ಫೆ.22:ಆಂಧ್ರಪ್ರದೇಶ ಗಡಿ ಭಾಗದ ಹಕ್ಕಿಜ್ವರದ ಪ್ರಕರಣ ಕರ್ನಾಟಕದ ಜಿಲ್ಲೆಗಳಲ್ಲಿ ಪತ್ತೆಯಾಗಿಲ್ಲ. ಬಳ್ಳಾರಿ, ರಾಯಚೂರು, ಕಲಬುರಗಿ ಭಾಗಗಳಲ್ಲಿ ಕೋಳಿ ಮಾಂಸ ಮಾರಾಟ ಸುರಕ್ಷಿತವಾಗಿದೆ. ಹಕ್ಕಿಜ್ವರದ ಸುದ್ದಿ ಕೇಳಿ ಸಾರ್ವಜನಿಕರು ಆತಂಕಪಡುವ ಅಗತ್ಯವಿಲ್ಲ ಎಂದು ಕೋಳಿ ಮಾರಾಟಗಾರರ ಸಂಘದ ಪದಾಧಿಕಾರಿಗಳು ಮನವಿ ಮಾಡಿದರು. ಜಿಲ್ಲಾ ಪ್ರಧಾನ ಕಾರ್ಯದರ್ಶಿ ಮತ್ತು ಸದಸ್ಯರು ಹಾಜರಿದ್ದರು. ಹಕ್ಕಿಜ್ವರದ ಭೀತಿಯಿಂದ ಕೋಳಿ ಮಾರಾಟ ಕುಸಿದಿದೆ. ಜನರು ಮಾಂಸವನ್ನು ಚೆನ್ನಾಗಿ ಬೇಯಿಸಿ ಸೇವಿಸಬೇಕು. ವ್ಯಾಪಾರಿಗಳಿಗೆ ನಷ್ಟ ಉಂಟಾಗುತ್ತಿದೆ ಎಂದು ಹೇಳಿದರು. (28, 1375, 318, 1439)
section-banner: ಮೊದಲನೇ ಪುಟದಿಂದ..... (28, 66, 464, 96)
divider (482, 340, 918, 341)
trump-headline: ಭಾರತ, ಚೀನಾಕ್ಕೆ ಸುಂಕ ವಿಧಿಸುತ್ತೇವೆ ಪುನರುಚ್ಚರಿಸಿದ ಟ್ರಂಪ್ (600, 1154, 800, 1166)
hospital-illustration (630, 372, 768, 452)
